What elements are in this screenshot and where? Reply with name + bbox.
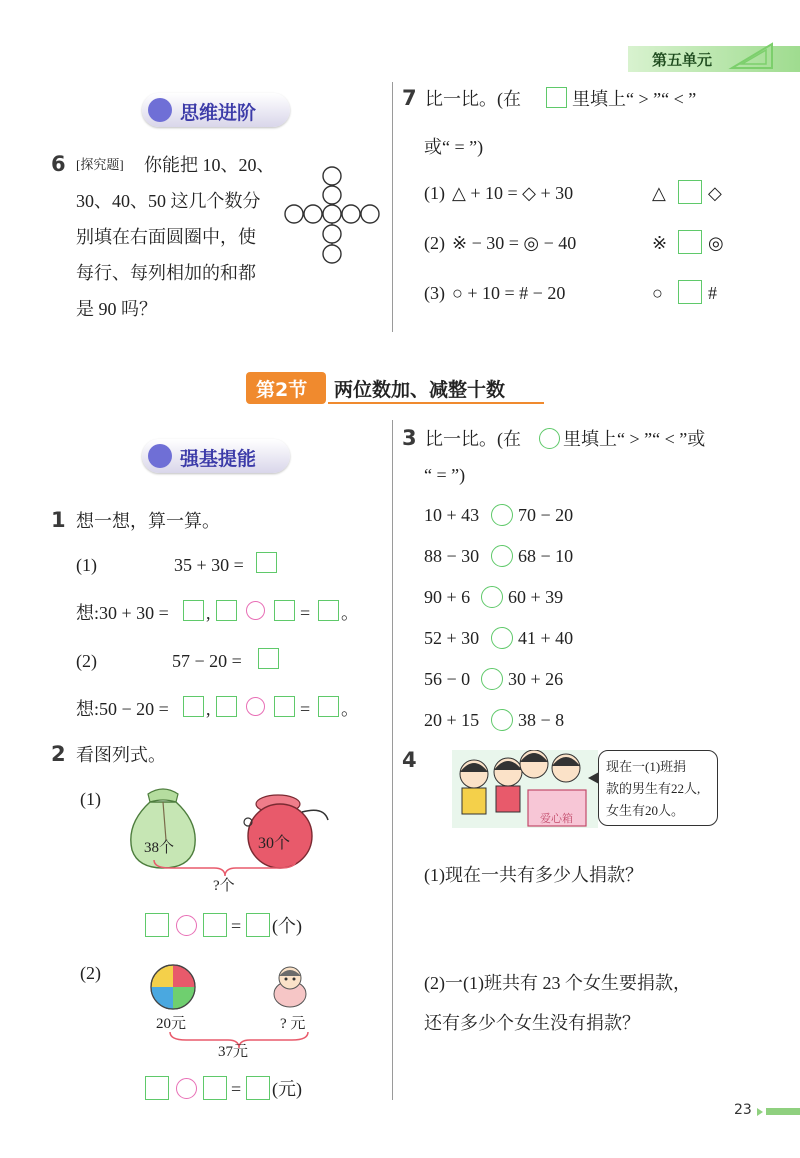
q1-p1-think-operator-circle[interactable] (246, 601, 265, 620)
q4-sub2-b: 还有多少个女生没有捐款？ (424, 1013, 640, 1033)
q3-row2-circle[interactable] (491, 545, 513, 567)
q2-p2-operator-circle[interactable] (176, 1078, 197, 1099)
q2-p1-operator-circle[interactable] (176, 915, 197, 936)
q1-p1-think-box-4[interactable] (318, 600, 339, 621)
q3-row3-circle[interactable] (481, 586, 503, 608)
q3-row2-left: 88 − 30 (424, 546, 480, 566)
q7-row3-label: (3) (424, 283, 445, 303)
circle-top (323, 167, 341, 185)
q2-p1-box-3[interactable] (246, 913, 270, 937)
circle-bottom (323, 245, 341, 263)
q3-row4-circle[interactable] (491, 627, 513, 649)
circle-mid-lower (323, 225, 341, 243)
q7-row2-right: ◎ (708, 233, 724, 253)
q3-row1-right: 70 − 20 (518, 505, 574, 525)
q2-p2-box-2[interactable] (203, 1076, 227, 1100)
q2-p2-box-3[interactable] (246, 1076, 270, 1100)
q2-p1-eq: = (231, 916, 242, 936)
q2-p2-box-1[interactable] (145, 1076, 169, 1100)
q3-row1-left: 10 + 43 (424, 505, 480, 525)
circle-mid-upper (323, 186, 341, 204)
q1-p1-expr: 35 + 30 = (174, 555, 244, 575)
q6-line-3: 别填在右面圆圈中，使 (76, 227, 256, 247)
q1-p2-label: (2) (76, 651, 97, 671)
section-tag: 第2节 (246, 372, 326, 404)
speech-bubble-tail (588, 772, 599, 784)
q6-tag: [探究题] (76, 157, 124, 172)
q7-row2-answer-box[interactable] (678, 230, 702, 254)
q1-p2-think-box-2[interactable] (216, 696, 237, 717)
q3-intro-c: “ = ”) (424, 465, 466, 485)
circle-center-left (304, 205, 322, 223)
page-footer-bar (766, 1108, 800, 1115)
q3-row6-left: 20 + 15 (424, 710, 480, 730)
q7-row3-answer-box[interactable] (678, 280, 702, 304)
speech-line-3: 女生有20人。 (606, 803, 685, 818)
q7-intro-a: 比一比。(在 (425, 89, 521, 109)
circle-cross-diagram (282, 162, 384, 268)
q2-p2-eq: = (231, 1079, 242, 1099)
q6-line-2: 30、40、50 这几个数分 (76, 191, 261, 211)
q7-intro-box (546, 87, 567, 108)
q6-line-4: 每行、每列相加的和都 (76, 263, 256, 283)
q7-row1-label: (1) (424, 183, 445, 203)
q4-sub2-a: (2)一(1)班共有 23 个女生要捐款， (424, 973, 691, 993)
question-number-3: 3 (402, 426, 417, 450)
q1-p2-think-box-1[interactable] (183, 696, 204, 717)
question-number-4: 4 (402, 748, 417, 772)
q2-p2-label: (2) (80, 963, 101, 983)
q7-row3-right: # (708, 283, 717, 303)
q2-p1-box-1[interactable] (145, 913, 169, 937)
question-number-7: 7 (402, 86, 417, 110)
q1-p1-think: 想:30 + 30 = (76, 603, 169, 623)
q3-row1-circle[interactable] (491, 504, 513, 526)
total-count-1: ?个 (213, 878, 235, 894)
tumbler-toy-illustration (270, 964, 310, 1008)
q7-row3-left: ○ (652, 283, 663, 303)
page-arrow-icon (757, 1108, 763, 1116)
bag2-count: 30个 (258, 835, 291, 852)
section-title-box: 两位数加、减整十数 (328, 372, 544, 404)
speech-line-2: 款的男生有22人, (606, 781, 701, 796)
q1-p1-answer-box[interactable] (256, 552, 277, 573)
donation-box-label: 爱心箱 (540, 813, 573, 825)
q1-p2-expr: 57 − 20 = (172, 651, 242, 671)
q1-p1-label: (1) (76, 555, 97, 575)
q1-p1-think-box-3[interactable] (274, 600, 295, 621)
unit-label: 第五单元 (652, 51, 713, 69)
q1-p1-think-eq: = (300, 603, 311, 623)
q1-p1-comma: , (206, 603, 211, 623)
column-divider-top (392, 82, 393, 332)
q4-sub1: (1)现在一共有多少人捐款？ (424, 865, 643, 885)
q7-intro-c: 或“ = ”) (424, 137, 484, 157)
q7-row1-right: ◇ (708, 183, 722, 203)
total-price: 37元 (218, 1044, 249, 1060)
q1-p2-answer-box[interactable] (258, 648, 279, 669)
question-number-2: 2 (51, 742, 66, 766)
q3-intro-a: 比一比。(在 (425, 429, 521, 449)
q1-p2-comma: , (206, 699, 211, 719)
q6-line-1: 你能把 10、20、 (144, 155, 275, 175)
question-number-6: 6 (51, 152, 66, 176)
q1-title: 想一想，算一算。 (76, 511, 220, 531)
medal-icon (148, 98, 172, 122)
q7-row2-left: ※ (652, 233, 668, 253)
circle-center-right (342, 205, 360, 223)
children-donation-illustration (452, 750, 598, 828)
q1-p1-think-box-1[interactable] (183, 600, 204, 621)
pencil-icon (148, 444, 172, 468)
q7-intro-b: 里填上“ > ”“ < ” (572, 89, 697, 109)
q1-p2-think-eq: = (300, 699, 311, 719)
q1-p2-think: 想:50 − 20 = (76, 699, 169, 719)
q7-row1-left: △ (652, 183, 666, 203)
ruler-triangle-icon (728, 40, 778, 72)
toy-price: ? 元 (280, 1016, 306, 1032)
q3-row2-right: 68 − 10 (518, 546, 574, 566)
q1-p2-think-box-4[interactable] (318, 696, 339, 717)
q2-p1-label: (1) (80, 789, 101, 809)
q3-row6-right: 38 − 8 (518, 710, 565, 730)
q7-row3-eq: ○ + 10 = # − 20 (452, 283, 566, 303)
q7-row1-eq: △ + 10 = ◇ + 30 (452, 183, 574, 203)
q1-p1-think-dot: 。 (341, 603, 359, 623)
q3-intro-b: 里填上“ > ”“ < ”或 (563, 429, 706, 449)
circle-left (285, 205, 303, 223)
q1-p2-think-dot: 。 (341, 699, 359, 719)
badge-strengthen: 强基提能 (142, 439, 290, 473)
circle-center (323, 205, 341, 223)
q2-title: 看图列式。 (76, 745, 166, 765)
q2-p1-unit: (个) (272, 916, 302, 936)
q3-row4-left: 52 + 30 (424, 628, 480, 648)
q1-p1-think-box-2[interactable] (216, 600, 237, 621)
circle-right (361, 205, 379, 223)
q7-row1-answer-box[interactable] (678, 180, 702, 204)
q6-line-5: 是 90 吗？ (76, 299, 157, 319)
badge-thinking-advance: 思维进阶 (142, 93, 290, 127)
q1-p2-think-operator-circle[interactable] (246, 697, 265, 716)
question-number-1: 1 (51, 508, 66, 532)
q3-row3-right: 60 + 39 (508, 587, 564, 607)
ball-price: 20元 (156, 1016, 187, 1032)
q2-p2-unit: (元) (272, 1079, 302, 1099)
page-number: 23 (734, 1102, 752, 1118)
q3-row5-right: 30 + 26 (508, 669, 564, 689)
q3-row4-right: 41 + 40 (518, 628, 574, 648)
bag1-count: 38个 (144, 840, 175, 856)
column-divider-bottom (392, 420, 393, 1100)
q3-row3-left: 90 + 6 (424, 587, 471, 607)
q3-intro-circle (539, 428, 560, 449)
beach-ball-illustration (148, 962, 198, 1012)
q3-row5-circle[interactable] (481, 668, 503, 690)
q7-row2-eq: ※ − 30 = ◎ − 40 (452, 233, 577, 253)
speech-line-1: 现在一(1)班捐 (606, 759, 687, 774)
q2-p1-box-2[interactable] (203, 913, 227, 937)
q3-row6-circle[interactable] (491, 709, 513, 731)
q3-row5-left: 56 − 0 (424, 669, 471, 689)
q7-row2-label: (2) (424, 233, 445, 253)
q1-p2-think-box-3[interactable] (274, 696, 295, 717)
